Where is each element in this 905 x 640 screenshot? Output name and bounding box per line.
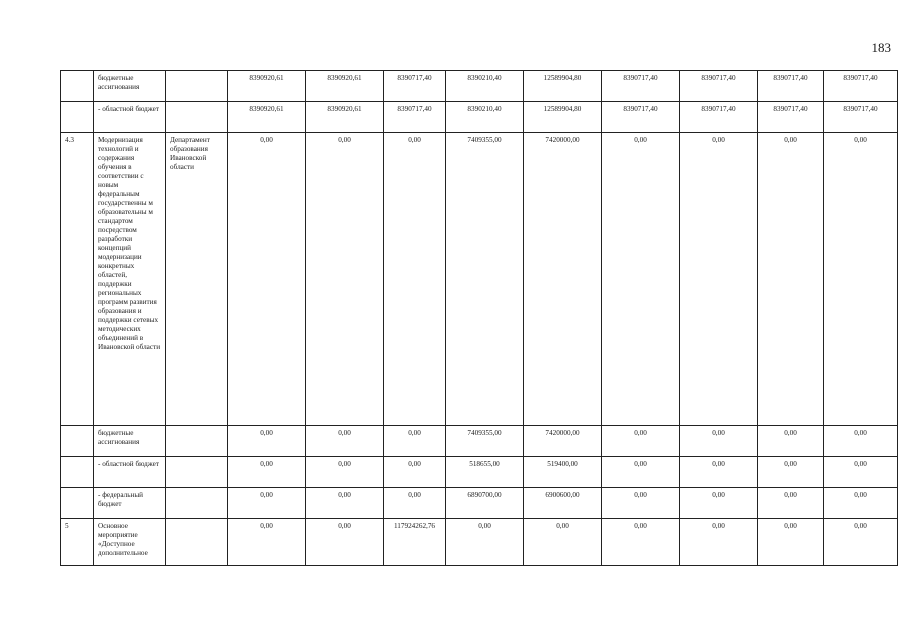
- amount-cell: 0,00: [758, 519, 824, 566]
- executor-cell: [166, 519, 228, 566]
- amount-cell: 0,00: [680, 457, 758, 488]
- amount-cell: 0,00: [824, 457, 898, 488]
- table-row: [61, 457, 898, 488]
- executor-cell: [166, 71, 228, 102]
- amount-cell: 0,00: [758, 426, 824, 457]
- amount-cell: 7420000,00: [524, 426, 602, 457]
- amount-cell: 8390717,40: [384, 71, 446, 102]
- amount-cell: 0,00: [384, 457, 446, 488]
- activity-name-cell: Основное мероприятие «Доступное дополнительное: [94, 519, 166, 566]
- amount-cell: 0,00: [602, 133, 680, 426]
- amount-cell: 0,00: [384, 133, 446, 426]
- amount-cell: 0,00: [384, 488, 446, 519]
- executor-cell: [166, 426, 228, 457]
- table-row: [61, 488, 898, 519]
- activity-name-cell: - федеральный бюджет: [94, 488, 166, 519]
- amount-cell: 0,00: [228, 519, 306, 566]
- amount-cell: 0,00: [306, 426, 384, 457]
- amount-cell: 0,00: [680, 519, 758, 566]
- page-number: 183: [871, 40, 891, 55]
- amount-cell: 0,00: [384, 426, 446, 457]
- row-number-cell: [61, 102, 94, 133]
- amount-cell: 0,00: [680, 426, 758, 457]
- executor-cell: Департамент образования Ивановской области: [166, 133, 228, 426]
- activity-name-cell: бюджетные ассигнования: [94, 426, 166, 457]
- amount-cell: 8390920,61: [228, 102, 306, 133]
- amount-cell: 0,00: [228, 133, 306, 426]
- amount-cell: 0,00: [306, 457, 384, 488]
- amount-cell: 6900600,00: [524, 488, 602, 519]
- amount-cell: 8390717,40: [680, 71, 758, 102]
- amount-cell: 0,00: [824, 519, 898, 566]
- table-row: [61, 71, 898, 102]
- amount-cell: 0,00: [228, 426, 306, 457]
- activity-name-cell: бюджетные ассигнования: [94, 71, 166, 102]
- row-number-cell: [61, 488, 94, 519]
- amount-cell: 0,00: [228, 457, 306, 488]
- amount-cell: 12589904,80: [524, 102, 602, 133]
- amount-cell: 8390210,40: [446, 71, 524, 102]
- amount-cell: 0,00: [524, 519, 602, 566]
- amount-cell: 8390920,61: [306, 71, 384, 102]
- row-number-cell: 5: [61, 519, 94, 566]
- amount-cell: 12589904,80: [524, 71, 602, 102]
- executor-cell: [166, 457, 228, 488]
- amount-cell: 8390920,61: [228, 71, 306, 102]
- amount-cell: 0,00: [602, 519, 680, 566]
- activity-name-cell: - областной бюджет: [94, 102, 166, 133]
- amount-cell: 8390717,40: [680, 102, 758, 133]
- amount-cell: 0,00: [446, 519, 524, 566]
- amount-cell: 7409355,00: [446, 133, 524, 426]
- amount-cell: 0,00: [602, 488, 680, 519]
- amount-cell: 8390717,40: [758, 102, 824, 133]
- amount-cell: 0,00: [228, 488, 306, 519]
- amount-cell: 7420000,00: [524, 133, 602, 426]
- row-number-cell: [61, 457, 94, 488]
- row-number-cell: [61, 71, 94, 102]
- amount-cell: 8390717,40: [758, 71, 824, 102]
- amount-cell: 0,00: [758, 488, 824, 519]
- row-number-cell: [61, 426, 94, 457]
- amount-cell: 0,00: [602, 457, 680, 488]
- amount-cell: 519400,00: [524, 457, 602, 488]
- executor-cell: [166, 488, 228, 519]
- amount-cell: 8390717,40: [384, 102, 446, 133]
- table-row: [61, 133, 898, 426]
- amount-cell: 0,00: [758, 133, 824, 426]
- amount-cell: 0,00: [680, 133, 758, 426]
- amount-cell: 0,00: [824, 133, 898, 426]
- amount-cell: 0,00: [306, 488, 384, 519]
- amount-cell: 0,00: [306, 519, 384, 566]
- amount-cell: 518655,00: [446, 457, 524, 488]
- table-row: [61, 519, 898, 566]
- amount-cell: 0,00: [758, 457, 824, 488]
- amount-cell: 6890700,00: [446, 488, 524, 519]
- amount-cell: 8390717,40: [602, 71, 680, 102]
- amount-cell: 0,00: [602, 426, 680, 457]
- table-row: [61, 102, 898, 133]
- amount-cell: 117924262,76: [384, 519, 446, 566]
- amount-cell: 8390920,61: [306, 102, 384, 133]
- budget-table: [60, 70, 898, 566]
- activity-name-cell: Модернизация технологий и содержания обучения в соответствии с новым федеральным государственны м образовательны м стандартом посредством разработки концепций модернизации конкретных областей, поддержки региональных программ развития образования и поддержки сетевых методических объединений в Ивановской области: [94, 133, 166, 426]
- amount-cell: 8390717,40: [602, 102, 680, 133]
- row-number-cell: 4.3: [61, 133, 94, 426]
- amount-cell: 0,00: [824, 426, 898, 457]
- amount-cell: 0,00: [680, 488, 758, 519]
- amount-cell: 0,00: [824, 488, 898, 519]
- amount-cell: 8390717,40: [824, 102, 898, 133]
- amount-cell: 7409355,00: [446, 426, 524, 457]
- activity-name-cell: - областной бюджет: [94, 457, 166, 488]
- table-row: [61, 426, 898, 457]
- amount-cell: 8390210,40: [446, 102, 524, 133]
- amount-cell: 8390717,40: [824, 71, 898, 102]
- executor-cell: [166, 102, 228, 133]
- amount-cell: 0,00: [306, 133, 384, 426]
